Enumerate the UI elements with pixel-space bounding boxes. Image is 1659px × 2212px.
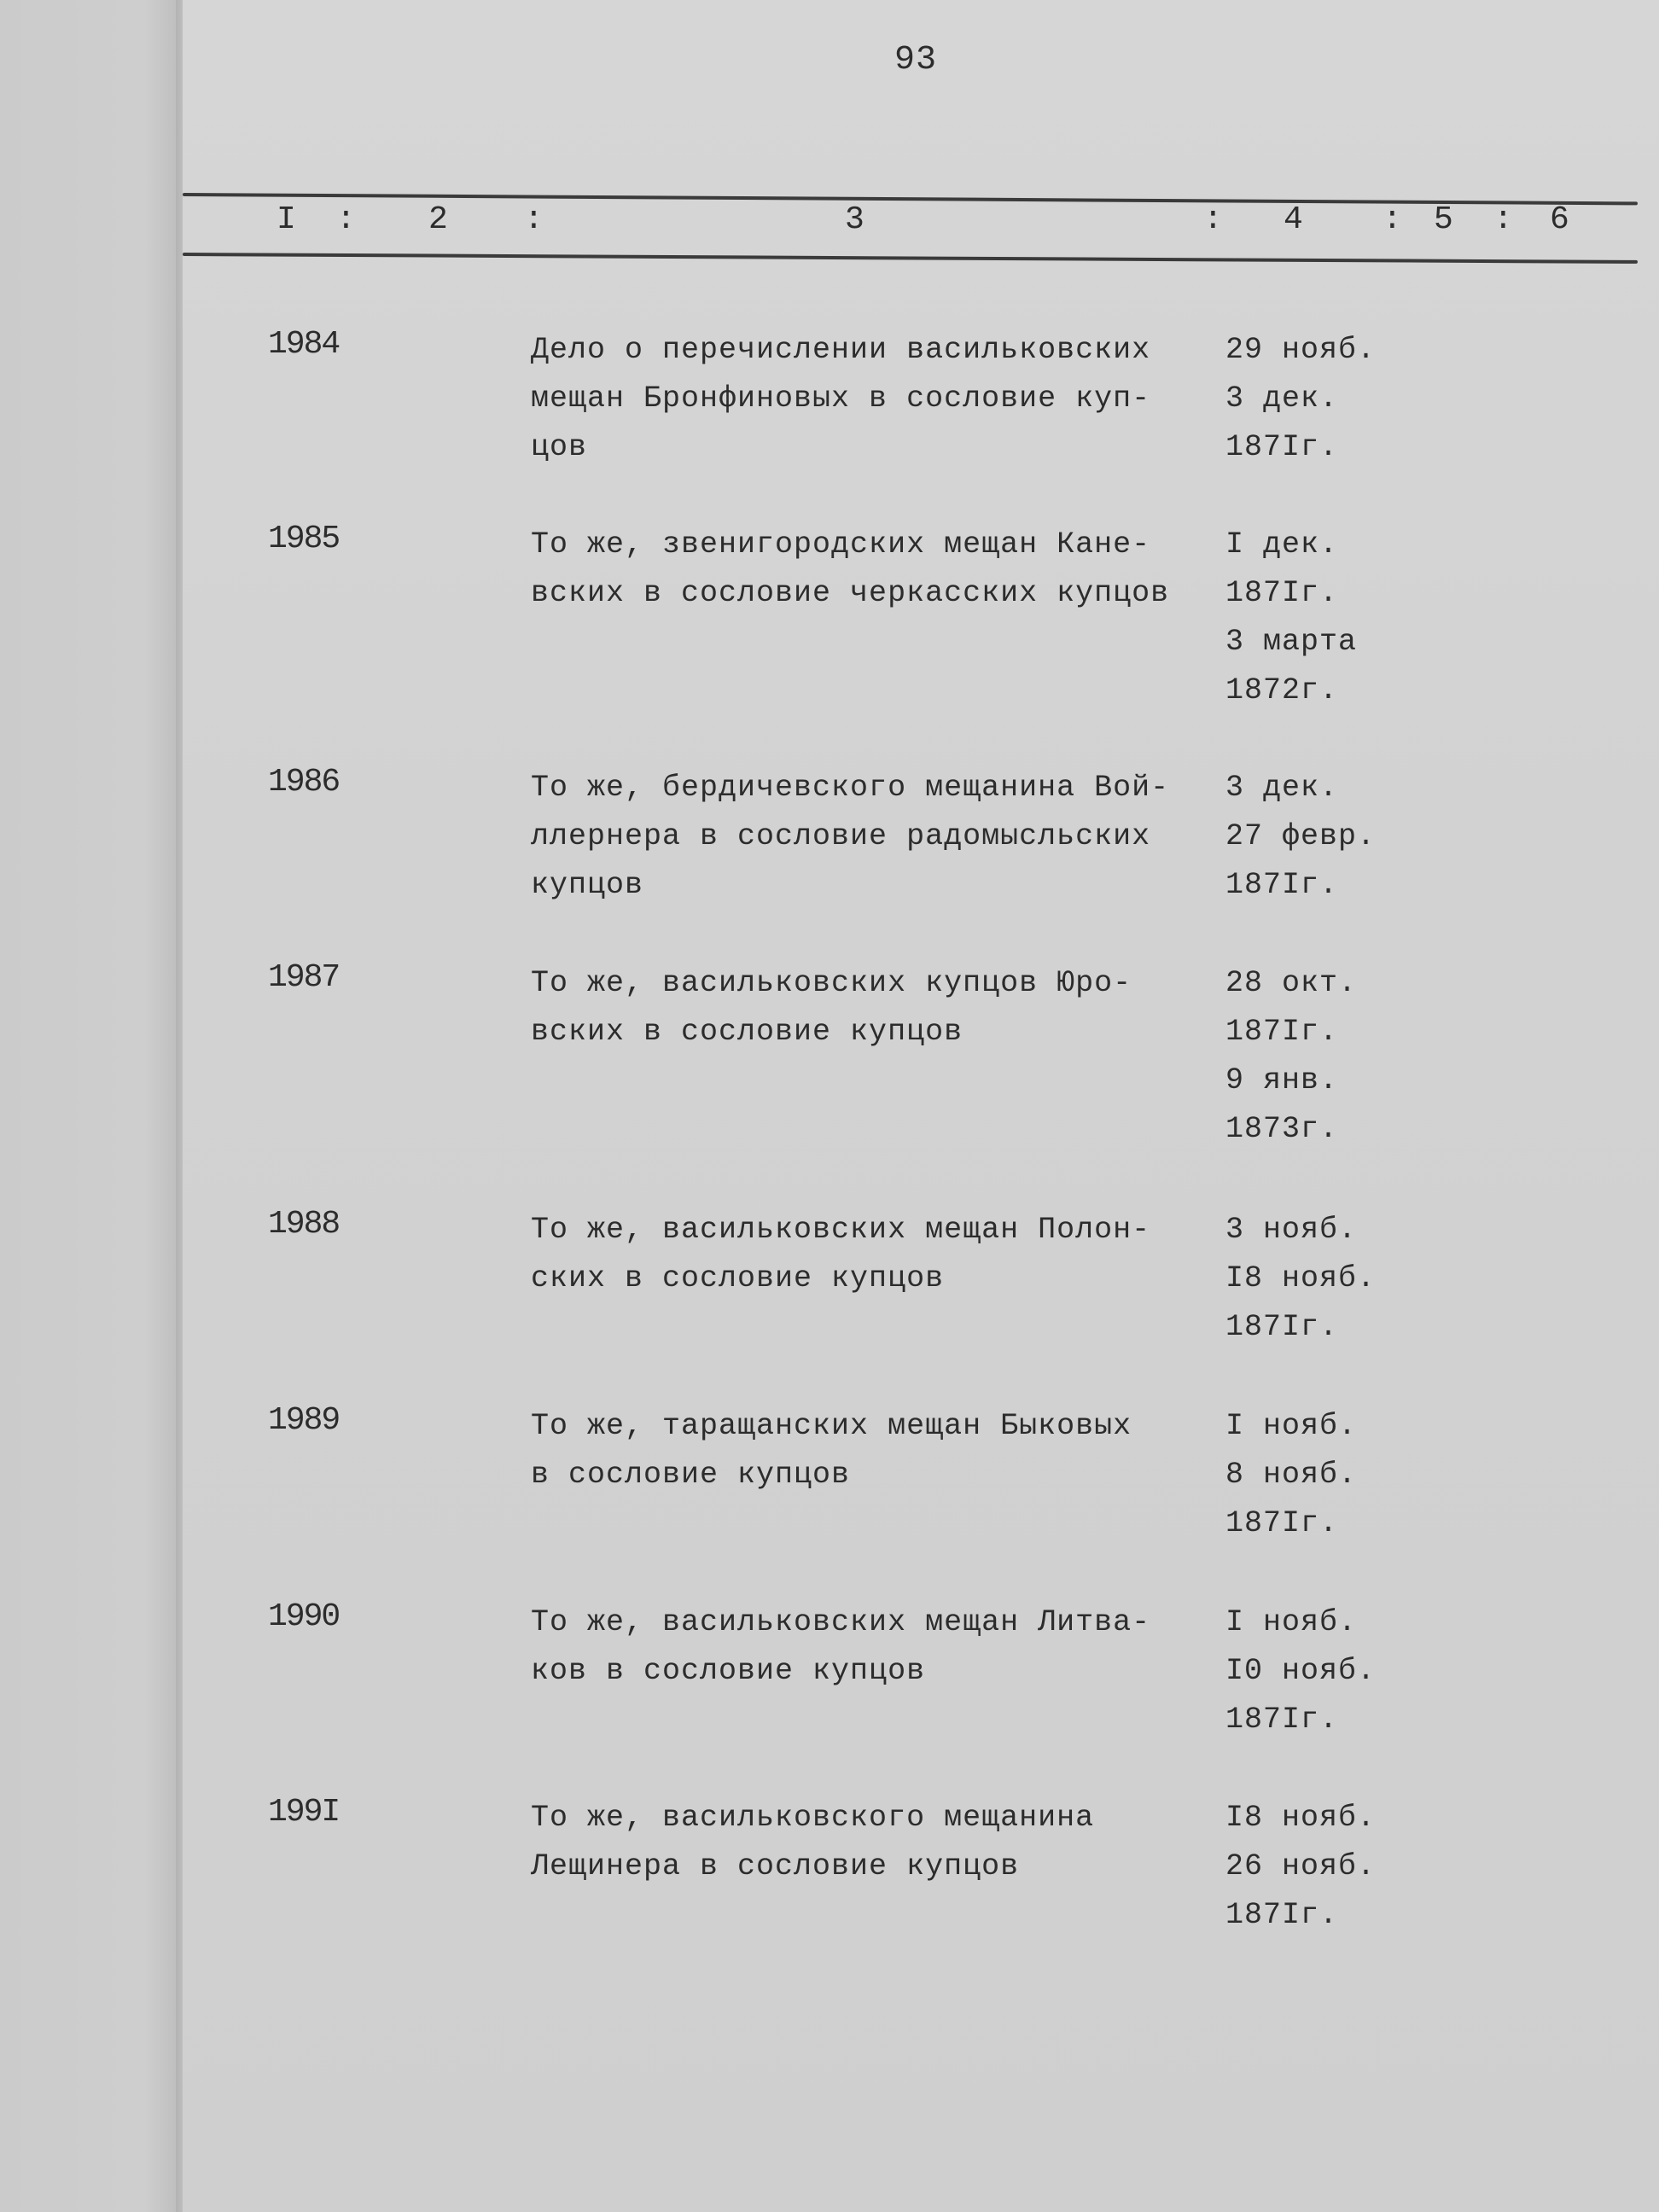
date-line: 187Iг. bbox=[1225, 576, 1339, 610]
column-header-3: 3 bbox=[845, 201, 865, 238]
description-line: То же, таращанских мещан Быковых bbox=[531, 1409, 1132, 1443]
entry-number: 1990 bbox=[268, 1598, 340, 1635]
entry-description bbox=[531, 1794, 1231, 1891]
entry-dates bbox=[1225, 1794, 1376, 1940]
entry-description bbox=[531, 1402, 1231, 1499]
entry-number: 1986 bbox=[268, 764, 340, 800]
entry-number: 1987 bbox=[268, 959, 340, 996]
description-line: Лещинера в сословие купцов bbox=[531, 1849, 1020, 1883]
entry-description bbox=[531, 1206, 1231, 1303]
date-line: 3 нояб. bbox=[1225, 1213, 1358, 1247]
date-line: 27 февр. bbox=[1225, 819, 1377, 853]
column-separator: : bbox=[524, 201, 544, 238]
column-separator: : bbox=[336, 201, 357, 238]
facing-page-edge bbox=[0, 0, 181, 2212]
description-line: То же, васильковских мещан Полон- bbox=[531, 1213, 1151, 1247]
page-number: 93 bbox=[894, 41, 938, 79]
entry-description bbox=[531, 326, 1231, 472]
date-line: 187Iг. bbox=[1225, 1015, 1339, 1049]
date-line: 3 дек. bbox=[1225, 771, 1339, 805]
entry-dates bbox=[1225, 959, 1357, 1154]
entry-description bbox=[531, 521, 1231, 618]
column-header-4: 4 bbox=[1284, 201, 1304, 238]
date-line: I дек. bbox=[1225, 527, 1339, 562]
entry-description bbox=[531, 1598, 1231, 1696]
column-separator: : bbox=[1203, 201, 1224, 238]
description-line: мещан Бронфиновых в сословие куп- bbox=[531, 381, 1151, 416]
entry-number: 1984 bbox=[268, 326, 340, 363]
date-line: 26 нояб. bbox=[1225, 1849, 1377, 1883]
date-line: I8 нояб. bbox=[1225, 1801, 1377, 1835]
date-line: 1872г. bbox=[1225, 673, 1339, 707]
description-line: То же, звенигородских мещан Кане- bbox=[531, 527, 1151, 562]
date-line: 187Iг. bbox=[1225, 1898, 1339, 1932]
entry-number: 1989 bbox=[268, 1402, 340, 1439]
description-line: То же, васильковских мещан Литва- bbox=[531, 1605, 1151, 1639]
entry-number: 199I bbox=[268, 1794, 340, 1831]
date-line: 1873г. bbox=[1225, 1112, 1339, 1146]
date-line: 8 нояб. bbox=[1225, 1458, 1358, 1492]
description-line: ллернера в сословие радомысльских bbox=[531, 819, 1151, 853]
date-line: 29 нояб. bbox=[1225, 333, 1377, 367]
description-line: вских в сословие черкасских купцов bbox=[531, 576, 1170, 610]
entry-dates bbox=[1225, 1598, 1376, 1744]
entry-dates bbox=[1225, 521, 1357, 715]
description-line: купцов bbox=[531, 868, 644, 902]
archive-inventory-page bbox=[183, 0, 1659, 2212]
entry-description bbox=[531, 959, 1231, 1057]
entry-dates bbox=[1225, 1206, 1376, 1352]
date-line: I0 нояб. bbox=[1225, 1654, 1377, 1688]
date-line: I8 нояб. bbox=[1225, 1261, 1377, 1295]
date-line: I нояб. bbox=[1225, 1605, 1358, 1639]
description-line: ков в сословие купцов bbox=[531, 1654, 926, 1688]
entry-number: 1988 bbox=[268, 1206, 340, 1243]
column-header-2: 2 bbox=[428, 201, 449, 238]
entry-number: 1985 bbox=[268, 521, 340, 557]
column-header-5: 5 bbox=[1434, 201, 1454, 238]
column-separator: : bbox=[1493, 201, 1514, 238]
date-line: 28 окт. bbox=[1225, 966, 1358, 1000]
description-line: То же, васильковского мещанина bbox=[531, 1801, 1095, 1835]
column-separator: : bbox=[1382, 201, 1403, 238]
description-line: То же, васильковских купцов Юро- bbox=[531, 966, 1132, 1000]
description-line: цов bbox=[531, 430, 588, 464]
date-line: 187Iг. bbox=[1225, 1310, 1339, 1344]
entry-dates bbox=[1225, 1402, 1357, 1548]
column-header-6: 6 bbox=[1550, 201, 1570, 238]
description-line: ских в сословие купцов bbox=[531, 1261, 945, 1295]
entry-description bbox=[531, 764, 1231, 910]
header-bottom-rule bbox=[183, 253, 1638, 264]
date-line: 187Iг. bbox=[1225, 1506, 1339, 1540]
date-line: 3 марта bbox=[1225, 625, 1358, 659]
date-line: I нояб. bbox=[1225, 1409, 1358, 1443]
description-line: То же, бердичевского мещанина Вой- bbox=[531, 771, 1170, 805]
description-line: вских в сословие купцов bbox=[531, 1015, 963, 1049]
entry-dates bbox=[1225, 764, 1376, 910]
date-line: 187Iг. bbox=[1225, 1703, 1339, 1737]
date-line: 187Iг. bbox=[1225, 868, 1339, 902]
date-line: 9 янв. bbox=[1225, 1063, 1339, 1097]
entry-dates bbox=[1225, 326, 1376, 472]
column-header-row bbox=[183, 201, 1638, 249]
date-line: 3 дек. bbox=[1225, 381, 1339, 416]
column-header-1: I bbox=[276, 201, 297, 238]
date-line: 187Iг. bbox=[1225, 430, 1339, 464]
description-line: в сословие купцов bbox=[531, 1458, 851, 1492]
description-line: Дело о перечислении васильковских bbox=[531, 333, 1151, 367]
